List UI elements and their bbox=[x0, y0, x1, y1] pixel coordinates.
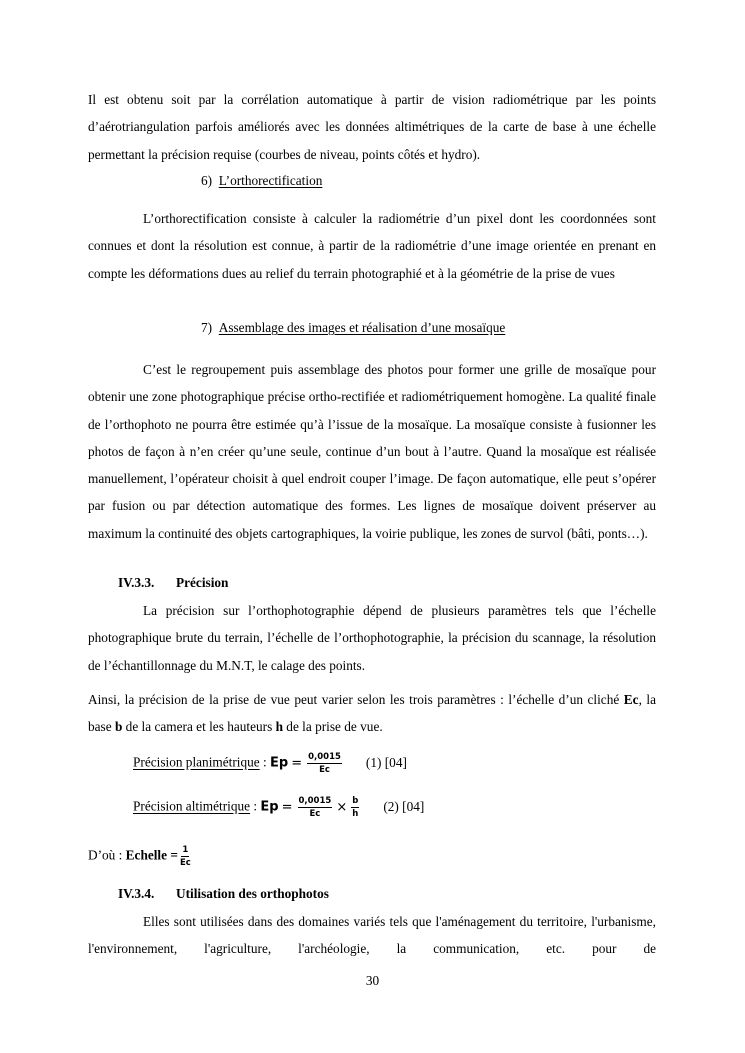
heading-title: Utilisation des orthophotos bbox=[176, 886, 329, 901]
heading-number: IV.3.4. bbox=[118, 886, 155, 901]
text-run: , la base bbox=[88, 692, 656, 735]
fraction bbox=[180, 845, 191, 868]
paragraph-precision: La précision sur l’orthophotographie dépend de plusieurs paramètres tels que l’échelle photographique brute du terrain, l’échelle de l’orthophotographie, la précision du scannage, la résolution de l’échantillonnage du M.N.T, le calage des points. bbox=[88, 603, 656, 673]
page-number: 30 bbox=[365, 973, 380, 988]
equals-sign: = bbox=[291, 755, 303, 771]
equation-label: Précision altimétrique bbox=[133, 798, 251, 814]
fraction bbox=[307, 752, 342, 775]
text-run: Ainsi, la précision de la prise de vue peut varier selon les trois paramètres : l’échelle d’un cliché bbox=[88, 692, 624, 707]
equals-sign: = bbox=[281, 799, 293, 815]
equation-planimetrique bbox=[133, 752, 407, 775]
equals-sign: = bbox=[167, 847, 178, 863]
equation-prefix: D’où : bbox=[88, 847, 126, 863]
numerator: 0,0015 bbox=[298, 796, 332, 806]
fraction-b-over-h bbox=[351, 796, 359, 819]
equation-lhs: Echelle bbox=[125, 847, 168, 863]
label-separator: : bbox=[259, 754, 271, 770]
section-number: 6) bbox=[201, 173, 213, 188]
section-heading-7 bbox=[201, 320, 505, 336]
numerator: 0,0015 bbox=[308, 752, 341, 762]
heading-title: Précision bbox=[176, 575, 229, 590]
term-b: b bbox=[114, 719, 123, 735]
denominator: Ec bbox=[309, 809, 321, 819]
text-run: de la camera et les hauteurs bbox=[122, 719, 276, 735]
denominator: Ec bbox=[179, 858, 191, 868]
section-heading-6 bbox=[201, 173, 322, 189]
denominator: Ec bbox=[319, 765, 330, 775]
heading-iv-3-3 bbox=[118, 575, 228, 591]
section-title: Assemblage des images et réalisation d’une mosaïque bbox=[218, 320, 506, 335]
section-title: L’orthorectification bbox=[218, 173, 323, 188]
numerator: 1 bbox=[182, 845, 189, 855]
denominator: h bbox=[352, 809, 359, 819]
paragraph-dsm-obtention: Il est obtenu soit par la corrélation automatique à partir de vision radiométrique par les points d’aérotriangulation parfois améliorés avec les données altimétriques de la carte de base à une échelle permettant la précision requise (courbes de niveau, points côtés et hydro). bbox=[88, 92, 656, 162]
fraction bbox=[298, 796, 333, 819]
numerator: b bbox=[352, 796, 359, 806]
paragraph-orthorectification: L’orthorectification consiste à calculer la radiométrie d’un pixel dont les coordonnées sont connues et dont la résolution est connue, à partir de la radiométrie d’une image orientée en prenant en compte les déformations dues au relief du terrain photographié et à la géométrie de la prise de vues bbox=[88, 211, 656, 281]
equation-echelle bbox=[88, 845, 193, 868]
label-separator: : bbox=[250, 798, 261, 814]
equation-lhs: Ep bbox=[270, 755, 289, 771]
paragraph-parametres bbox=[88, 686, 656, 741]
text-run: de la prise de vue. bbox=[282, 719, 383, 735]
equation-reference: (2) [04] bbox=[383, 798, 425, 814]
times-sign: × bbox=[336, 799, 348, 815]
equation-lhs: Ep bbox=[260, 799, 279, 815]
term-ec: Ec bbox=[623, 692, 639, 707]
paragraph-utilisation: Elles sont utilisées dans des domaines variés tels que l'aménagement du territoire, l'urbanisme, l'environnement, l'agriculture, l'archéologie, la communication, etc. pour de bbox=[88, 914, 656, 957]
paragraph-mosaique: C’est le regroupement puis assemblage des photos pour former une grille de mosaïque pour obtenir une zone photographique précise ortho-rectifiée et radiométriquement homogène. La qualité finale de l’orthophoto ne pourra être estimée qu’à l’issue de la mosaïque. La mosaïque consiste à fusionner les photos de façon à n’en créer qu’une seule, continue d’un bout à l’autre. Quand la mosaïque est réalisée manuellement, l’opérateur choisit à quel endroit couper l’image. De façon automatique, elle peut s’opérer par fusion ou par détection automatique des formes. Les lignes de mosaïque doivent préserver au maximum la continuité des objets cartographiques, la voirie publique, les zones de survol (bâti, ponts…). bbox=[88, 362, 656, 541]
equation-altimetrique bbox=[133, 796, 424, 819]
term-h: h bbox=[275, 719, 283, 735]
equation-reference: (1) [04] bbox=[365, 754, 407, 770]
section-number: 7) bbox=[201, 320, 213, 335]
equation-label: Précision planimétrique bbox=[133, 754, 260, 770]
heading-number: IV.3.3. bbox=[118, 575, 155, 590]
heading-iv-3-4 bbox=[118, 886, 329, 902]
